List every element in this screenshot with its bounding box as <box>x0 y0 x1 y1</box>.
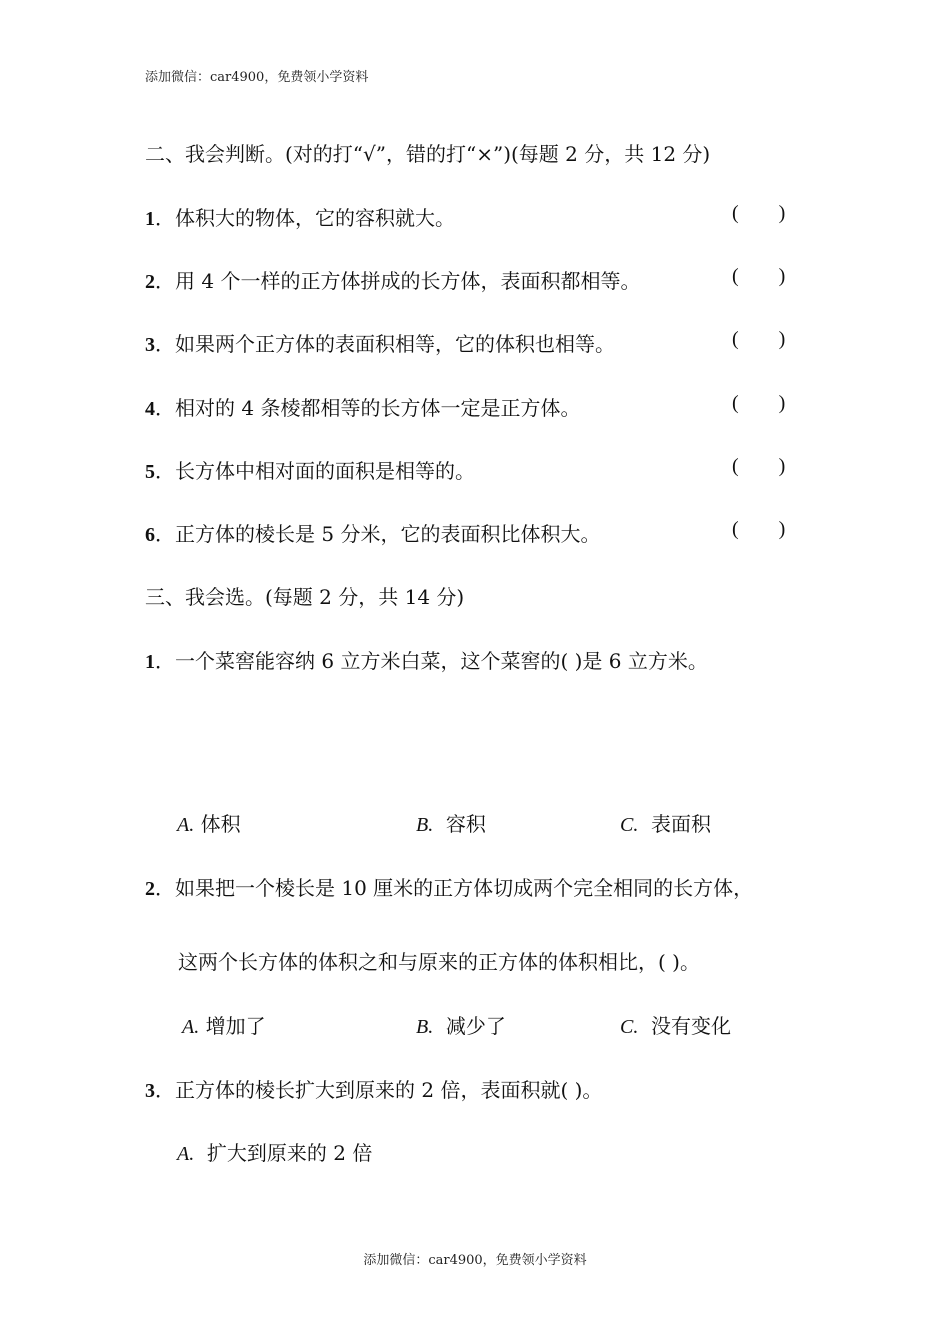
option-letter: A. <box>182 1016 200 1038</box>
page-header: 添加微信：car4900，免费领小学资料 <box>145 70 369 85</box>
choice-question-2: 2．如果把一个棱长是 10 厘米的正方体切成两个完全相同的长方体， <box>145 876 754 900</box>
answer-blank-6[interactable]: ( ) <box>732 518 786 540</box>
option-text: 增加了 <box>199 1014 266 1038</box>
answer-blank-1[interactable]: ( ) <box>732 202 786 224</box>
option-text: 减少了 <box>433 1014 506 1038</box>
question-2-continuation: 这两个长方体的体积之和与原来的正方体的体积相比，( )。 <box>178 950 700 974</box>
choice-question-1: 1．一个菜窖能容纳 6 立方米白菜，这个菜窖的( )是 6 立方米。 <box>145 649 708 673</box>
option-text: 扩大到原来的 2 倍 <box>194 1141 373 1165</box>
option-letter: B. <box>416 1016 434 1038</box>
question-text: 一个菜窖能容纳 6 立方米白菜，这个菜窖的( )是 6 立方米。 <box>175 649 708 673</box>
item-text: 如果两个正方体的表面积相等，它的体积也相等。 <box>175 332 615 356</box>
judge-item-2: 2．用 4 个一样的正方体拼成的长方体，表面积都相等。 <box>145 269 641 293</box>
question-number: 2 <box>145 878 155 900</box>
answer-blank-4[interactable]: ( ) <box>732 392 786 414</box>
question-number: 3 <box>145 1080 155 1102</box>
item-number: 6 <box>145 524 155 546</box>
item-number: 5 <box>145 461 155 483</box>
q2-option-c[interactable] <box>620 1010 731 1039</box>
option-text: 容积 <box>433 812 486 836</box>
item-text: 正方体的棱长是 5 分米，它的表面积比体积大。 <box>175 522 601 546</box>
question-text: 如果把一个棱长是 10 厘米的正方体切成两个完全相同的长方体， <box>175 876 754 900</box>
item-text: 用 4 个一样的正方体拼成的长方体，表面积都相等。 <box>175 269 641 293</box>
question-text: 正方体的棱长扩大到原来的 2 倍，表面积就( )。 <box>175 1078 603 1102</box>
judge-item-3: 3．如果两个正方体的表面积相等，它的体积也相等。 <box>145 332 615 356</box>
q2-option-a[interactable] <box>182 1010 266 1039</box>
section2-title: 二、我会判断。(对的打“√”，错的打“×”)(每题 2 分，共 12 分) <box>145 142 711 166</box>
item-number: 2 <box>145 271 155 293</box>
item-number: 4 <box>145 398 155 420</box>
judge-item-5: 5．长方体中相对面的面积是相等的。 <box>145 459 475 483</box>
option-letter: C. <box>620 1016 639 1038</box>
option-letter: A. <box>177 1143 195 1165</box>
q2-option-b[interactable] <box>416 1010 506 1039</box>
judge-item-1: 1．体积大的物体，它的容积就大。 <box>145 206 455 230</box>
answer-blank-5[interactable]: ( ) <box>732 455 786 477</box>
option-letter: C. <box>620 814 639 836</box>
item-text: 相对的 4 条棱都相等的长方体一定是正方体。 <box>175 396 581 420</box>
option-text: 表面积 <box>638 812 712 836</box>
answer-blank-2[interactable]: ( ) <box>732 265 786 287</box>
q1-option-c[interactable] <box>620 808 711 837</box>
section3-title: 三、我会选。(每题 2 分，共 14 分) <box>145 585 465 609</box>
q3-option-a[interactable] <box>177 1137 372 1166</box>
item-text: 长方体中相对面的面积是相等的。 <box>175 459 475 483</box>
item-text: 体积大的物体，它的容积就大。 <box>175 206 455 230</box>
question-number: 1 <box>145 651 155 673</box>
option-letter: A. <box>177 814 195 836</box>
q1-option-b[interactable] <box>416 808 486 837</box>
judge-item-4: 4．相对的 4 条棱都相等的长方体一定是正方体。 <box>145 396 581 420</box>
judge-item-6: 6．正方体的棱长是 5 分米，它的表面积比体积大。 <box>145 522 601 546</box>
choice-question-3: 3．正方体的棱长扩大到原来的 2 倍，表面积就( )。 <box>145 1078 603 1102</box>
page-footer: 添加微信：car4900，免费领小学资料 <box>363 1253 587 1268</box>
item-number: 3 <box>145 334 155 356</box>
option-text: 没有变化 <box>638 1014 732 1038</box>
option-letter: B. <box>416 814 434 836</box>
option-text: 体积 <box>194 812 241 836</box>
item-number: 1 <box>145 208 155 230</box>
q1-option-a[interactable] <box>177 808 241 837</box>
answer-blank-3[interactable]: ( ) <box>732 328 786 350</box>
